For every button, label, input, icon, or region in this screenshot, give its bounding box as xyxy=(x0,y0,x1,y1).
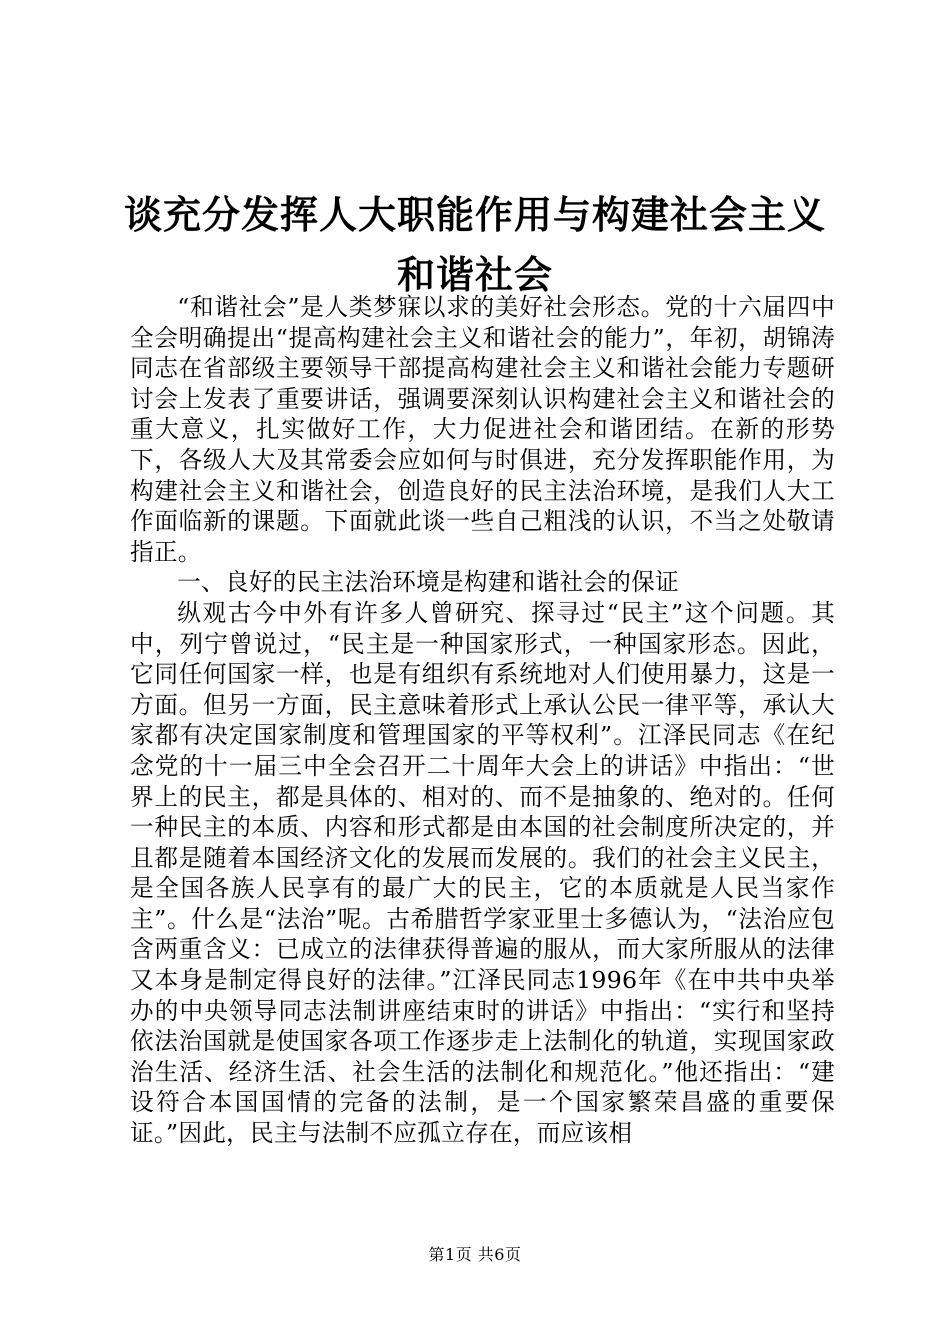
section-heading: 一、良好的民主法治环境是构建和谐社会的保证 xyxy=(177,568,679,597)
intro-paragraph: “和谐社会”是人类梦寐以求的美好社会形态。党的十六届四中全会明确提出“提高构建社会主义和谐社会的能力”，年初，胡锦涛同志在省部级主要领导干部提高构建社会主义和谐社会能力专题研讨会上发表了重要讲话，强调要深刻认识构建社会主义和谐社会的重大意义，扎实做好工作，大力促进社会和谐团结。在新的形势下，各级人大及其常委会应如何与时俱进，充分发挥职能作用，为构建社会主义和谐社会，创造良好的民主法治环境，是我们人大工作面临新的课题。下面就此谈一些自己粗浅的认识，不当之处敬请指正。 xyxy=(130,293,835,566)
page-number-footer: 第1页 共6页 xyxy=(428,1245,522,1264)
document-title: 谈充分发挥人大职能作用与构建社会主义和谐社会 xyxy=(123,192,826,297)
body-paragraph: 纵观古今中外有许多人曾研究、探寻过“民主”这个问题。其中，列宁曾说过，“民主是一种国家形式，一种国家形态。因此，它同任何国家一样，也是有组织有系统地对人们使用暴力，这是一方面。但另一方面，民主意味着形式上承认公民一律平等，承认大家都有决定国家制度和管理国家的平等权利”。江泽民同志《在纪念党的十一届三中全会召开二十周年大会上的讲话》中指出：“世界上的民主，都是具体的、相对的、而不是抽象的、绝对的。任何一种民主的本质、内容和形式都是由本国的社会制度所决定的，并且都是随着本国经济文化的发展而发展的。我们的社会主义民主，是全国各族人民享有的最广大的民主，它的本质就是人民当家作主”。什么是“法治”呢。古希腊哲学家亚里士多德认为，“法治应包含两重含义：已成立的法律获得普遍的服从，而大家所服从的法律又本身是制定得良好的法律。”江泽民同志1996年《在中共中央举办的中央领导同志法制讲座结束时的讲话》中指出：“实行和坚持依法治国就是使国家各项工作逐步走上法制化的轨道，实现国家政治生活、经济生活、社会生活的法制化和规范化。”他还指出：“建设符合本国国情的完备的法制，是一个国家繁荣昌盛的重要保证。”因此，民主与法制不应孤立存在，而应该相 xyxy=(130,598,835,1148)
document-body xyxy=(130,292,835,1149)
